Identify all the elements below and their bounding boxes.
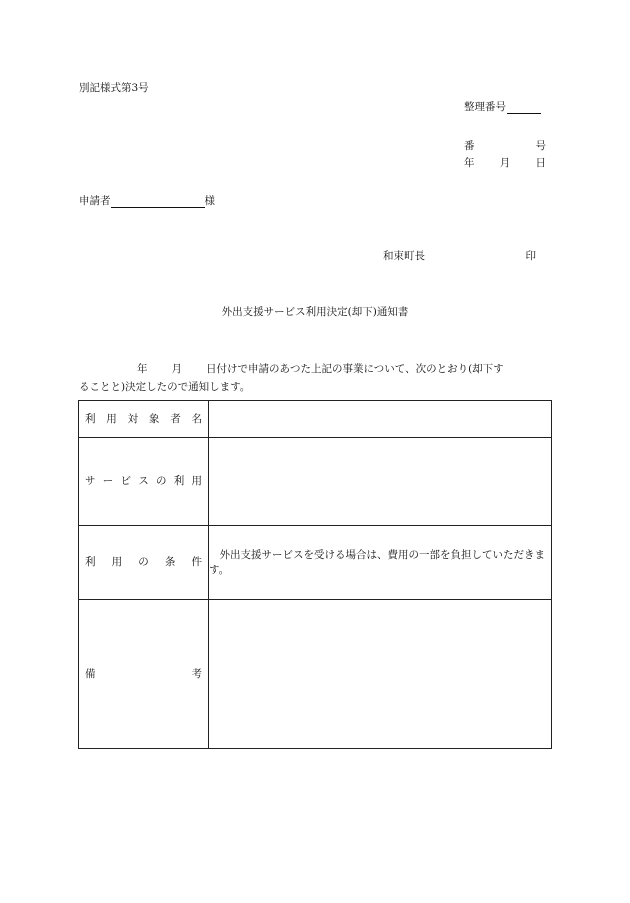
applicant-suffix: 様: [204, 195, 215, 207]
reference-number: [464, 101, 541, 114]
number-row-suffix: 号: [535, 140, 546, 152]
date-row: [464, 157, 546, 170]
applicant-line: [79, 195, 215, 208]
mayor-title: 和束町長: [383, 250, 425, 262]
date-day: 日: [535, 157, 546, 169]
seal-mark: 印: [525, 250, 536, 262]
table-row: [79, 401, 552, 438]
table-row: [79, 438, 552, 526]
value-service-use: [209, 438, 552, 526]
table-row: [79, 526, 552, 600]
reference-number-blank: [507, 102, 541, 114]
value-recipient-name: [209, 401, 552, 438]
date-year: 年: [464, 157, 475, 169]
label-recipient-name: 利 用 対 象 者 名: [79, 401, 209, 438]
issuer-line: [383, 250, 536, 263]
notice-body: [79, 360, 552, 396]
applicant-name-blank: [111, 196, 205, 208]
body-month: 月: [171, 363, 182, 375]
value-conditions: [209, 526, 552, 600]
body-line1: 日付けで申請のあつた上記の事業について、次のとおり(却下す: [206, 363, 504, 375]
notice-table: [78, 400, 552, 749]
applicant-label: 申請者: [79, 195, 111, 207]
table-row: [79, 600, 552, 749]
number-row-label: 番: [464, 140, 475, 152]
label-service-use: サ ー ビ ス の 利 用: [79, 438, 209, 526]
label-conditions: 利 用 の 条 件: [79, 526, 209, 600]
date-month: 月: [499, 157, 511, 169]
label-remarks: 備 考: [79, 600, 209, 749]
reference-number-label: 整理番号: [464, 101, 506, 113]
body-year: 年: [137, 363, 148, 375]
number-row: [464, 140, 546, 153]
form-number: 別記様式第3号: [79, 82, 149, 94]
conditions-text: 外出支援サービスを受ける場合は、費用の一部を負担していただきます。: [209, 548, 545, 576]
body-line2: ることと)決定したので通知します。: [79, 381, 251, 393]
document-title: 外出支援サービス利用決定(却下)通知書: [221, 306, 409, 318]
value-remarks: [209, 600, 552, 749]
